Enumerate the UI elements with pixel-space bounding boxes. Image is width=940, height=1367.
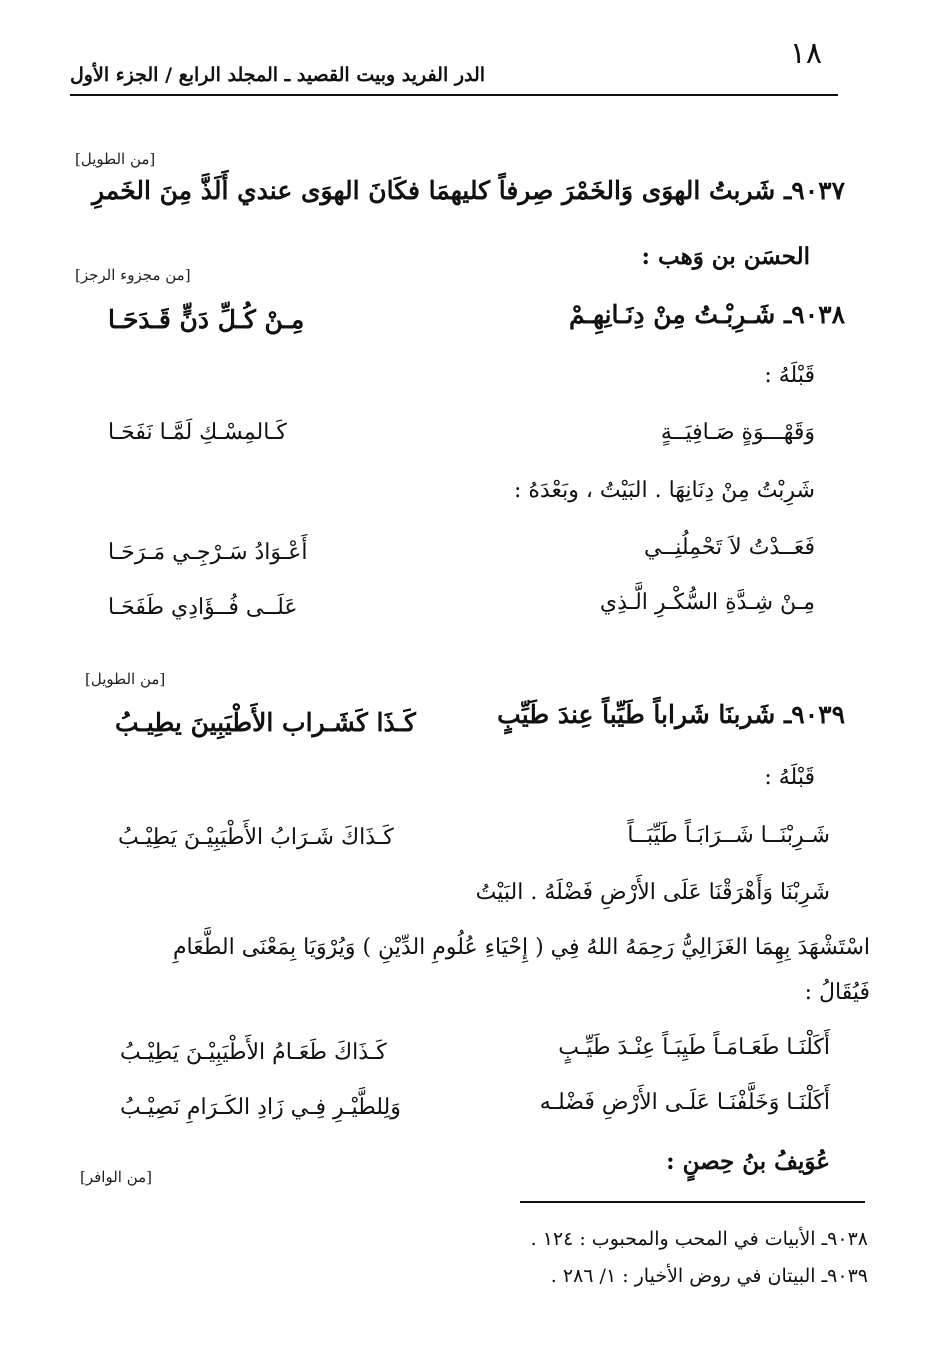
prose-line: اسْتَشْهَدَ بِهِمَا الغَزَالِيُّ رَحِمَهُ اللهُ فِي ( إِحْيَاءِ عُلُومِ الدِّيْنِ ) وَيُرْوَيَا بِمَعْنَى الطَّعَامِ (172, 935, 870, 960)
qablahu-label: قَبْلَهُ : (764, 765, 815, 790)
verse-hemistich: أَعْـوَادُ سَـرْجِـي مَـرَحَـا (108, 540, 308, 565)
verse-hemistich: مِـنْ شِـدَّةِ السُّكْـرِ الَّـذِي (599, 590, 815, 615)
footnote: ٩٠٣٩ـ البيتان في روض الأخيار : ١/ ٢٨٦ . (550, 1265, 868, 1287)
header-rule (70, 94, 838, 96)
qablahu-label: قَبْلَهُ : (764, 363, 815, 388)
verse-hemistich: وَقَهْـــوَةٍ صَـافِيَــةٍ (660, 420, 815, 445)
page-number: ١٨ (789, 36, 822, 71)
verse-hemistich: شَـرِبْنَــا شَــرَابَـاً طَيِّبَــاً (627, 823, 830, 848)
prose-line: شَرِبْتُ مِنْ دِنَانِهَا . البَيْتُ ، وبَعْدَهُ : (513, 478, 815, 503)
verse-hemistich: كَـذَاكَ شَـرَابُ الأَطْيَبِيْـنَ يَطِيْـبُ (118, 825, 394, 850)
verse-hemistich: كَـذَاكَ طَعَـامُ الأَطْيَبِيْـنَ يَطِيْـبُ (120, 1040, 387, 1065)
prose-line: فَيُقَالُ : (804, 980, 870, 1005)
verse-entry-9038-second-hemistich: مِـنْ كُـلِّ دَنٍّ قَـدَحَـا (108, 305, 305, 334)
meter-label: [من الطويل] (75, 150, 156, 168)
meter-label: [من مجزوء الرجز] (75, 266, 191, 284)
poet-name: الحسَن بن وَهب : (641, 243, 810, 270)
verse-entry-9038-first-hemistich: ٩٠٣٨ـ شَـرِبْـتُ مِنْ دِنَـانِهِـمْ (569, 300, 845, 329)
verse-hemistich: فَعَــدْتُ لاَ تَحْمِلُنِــي (643, 535, 815, 560)
verse-hemistich: عَلَــى فُــؤَادِي طَفَحَـا (108, 595, 298, 620)
verse-hemistich: أَكَلْنَـا وَخَلَّفْنَـا عَلَـى الأَرْضِ فَضْلـه (539, 1090, 830, 1115)
verse-entry-9039-second-hemistich: كَـذَا كَشَـراب الأَطْيَبِينَ يطِيـبُ (115, 708, 416, 737)
verse-entry-9037: ٩٠٣٧ـ شَربتُ الهوَى وَالخَمْرَ صِرفاً كليهمَا فكَانَ الهوَى عندي أَلَذَّ مِنَ الخَمرِ (91, 176, 845, 205)
verse-hemistich: وَلِلطَّيْـرِ فِـي زَادِ الكَـرَامِ نَصِيْـبُ (120, 1095, 401, 1120)
running-title: الدر الفريد وبيت القصيد ـ المجلد الرابع / الجزء الأول (70, 64, 486, 86)
meter-label: [من الطويل] (85, 670, 166, 688)
verse-entry-9039-first-hemistich: ٩٠٣٩ـ شَربنَا شَراباً طَيِّباً عِندَ طَيِّبٍ (497, 700, 845, 729)
poet-name: عُوَيفُ بنُ حِصنٍ : (666, 1148, 830, 1175)
prose-line: شَرِبْنَا وَأَهْرَقْنَا عَلَى الأَرْضِ فَضْلَهُ . البَيْتُ (475, 880, 830, 905)
footnote: ٩٠٣٨ـ الأبيات في المحب والمحبوب : ١٢٤ . (530, 1228, 868, 1250)
footnote-rule (520, 1201, 865, 1203)
verse-hemistich: أَكَلْنَـا طَعَـامَـاً طَيِبَـاً عِنْـدَ طَيِّـبٍ (558, 1035, 830, 1060)
verse-hemistich: كَـالمِسْـكِ لَمَّـا نَفَحَـا (108, 420, 287, 445)
meter-label: [من الوافر] (80, 1168, 153, 1186)
